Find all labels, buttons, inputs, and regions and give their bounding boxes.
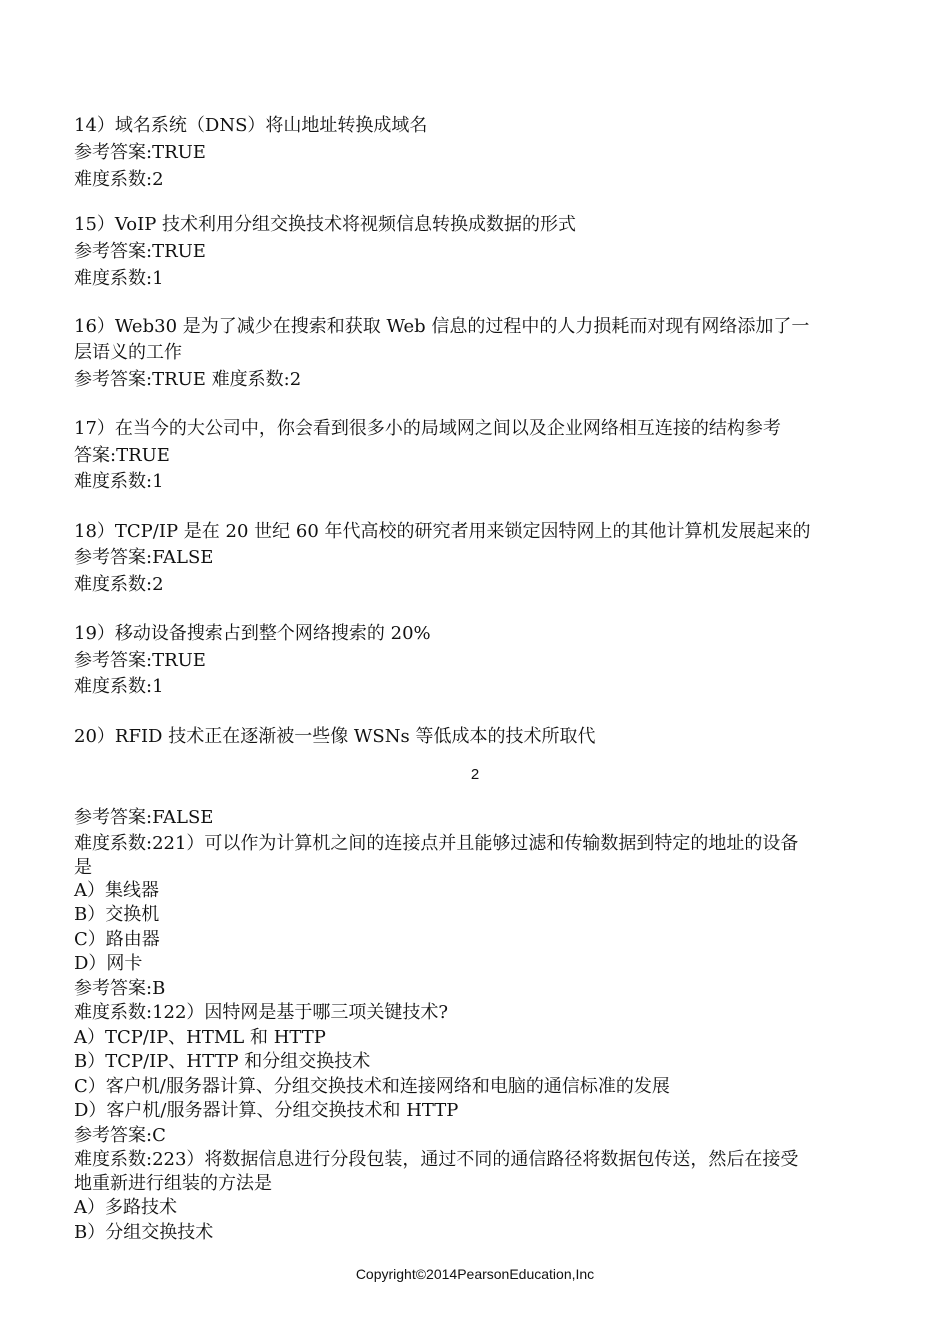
- q19-answer: 参考答案:TRUE: [74, 650, 206, 671]
- copyright-footer: Copyright©2014PearsonEducation,Inc: [355, 1266, 595, 1282]
- q22-option-c: C）客户机/服务器计算、分组交换技术和连接网络和电脑的通信标准的发展: [74, 1076, 670, 1097]
- q21-option-d: D）网卡: [74, 953, 143, 974]
- q15-line-1: 15）VoIP 技术利用分组交换技术将视频信息转换成数据的形式: [74, 214, 577, 235]
- q15-answer: 参考答案:TRUE: [74, 241, 206, 262]
- q22-answer: 参考答案:C: [74, 1125, 166, 1146]
- q19-line-1: 19）移动设备搜索占到整个网络搜索的 20%: [74, 623, 431, 644]
- q16-line-2: 层语义的工作: [74, 342, 182, 363]
- q20-answer: 参考答案:FALSE: [74, 807, 214, 828]
- page-number: 2: [470, 766, 480, 783]
- q17-answer: 答案:TRUE: [74, 445, 170, 466]
- q16-line-1: 16）Web30 是为了减少在搜索和获取 Web 信息的过程中的人力损耗而对现有网络添加了一: [74, 316, 810, 337]
- q23-stem-2: 地重新进行组装的方法是: [74, 1173, 272, 1194]
- q14-line-1: 14）域名系统（DNS）将山地址转换成域名: [74, 115, 428, 136]
- q21-answer: 参考答案:B: [74, 978, 166, 999]
- q17-line-1: 17）在当今的大公司中，你会看到很多小的局域网之间以及企业网络相互连接的结构参考: [74, 418, 781, 439]
- q21-stem-2: 是: [74, 857, 92, 878]
- q18-difficulty: 难度系数:2: [74, 574, 164, 595]
- q21-option-c: C）路由器: [74, 929, 160, 950]
- q18-line-1: 18）TCP/IP 是在 20 世纪 60 年代高校的研究者用来锁定因特网上的其他计算机发展起来的: [74, 521, 811, 542]
- q14-difficulty: 难度系数:2: [74, 169, 164, 190]
- q23-stem-1: 难度系数:223）将数据信息进行分段包装，通过不同的通信路径将数据包传送，然后在接受: [74, 1149, 799, 1170]
- q19-difficulty: 难度系数:1: [74, 676, 164, 697]
- q18-answer: 参考答案:FALSE: [74, 547, 214, 568]
- q15-difficulty: 难度系数:1: [74, 268, 164, 289]
- q16-answer-difficulty: 参考答案:TRUE 难度系数:2: [74, 369, 302, 390]
- q23-option-a: A）多路技术: [74, 1197, 177, 1218]
- q23-option-b: B）分组交换技术: [74, 1222, 214, 1243]
- q22-stem: 难度系数:122）因特网是基于哪三项关键技术?: [74, 1002, 449, 1023]
- q22-option-d: D）客户机/服务器计算、分组交换技术和 HTTP: [74, 1100, 459, 1121]
- q21-stem-1: 难度系数:221）可以作为计算机之间的连接点并且能够过滤和传输数据到特定的地址的设备: [74, 833, 799, 854]
- q14-answer: 参考答案:TRUE: [74, 142, 206, 163]
- q22-option-b: B）TCP/IP、HTTP 和分组交换技术: [74, 1051, 371, 1072]
- q20-line-1: 20）RFID 技术正在逐渐被一些像 WSNs 等低成本的技术所取代: [74, 726, 596, 747]
- q21-option-a: A）集线器: [74, 880, 159, 901]
- q17-difficulty: 难度系数:1: [74, 471, 164, 492]
- q22-option-a: A）TCP/IP、HTML 和 HTTP: [74, 1027, 326, 1048]
- q21-option-b: B）交换机: [74, 904, 160, 925]
